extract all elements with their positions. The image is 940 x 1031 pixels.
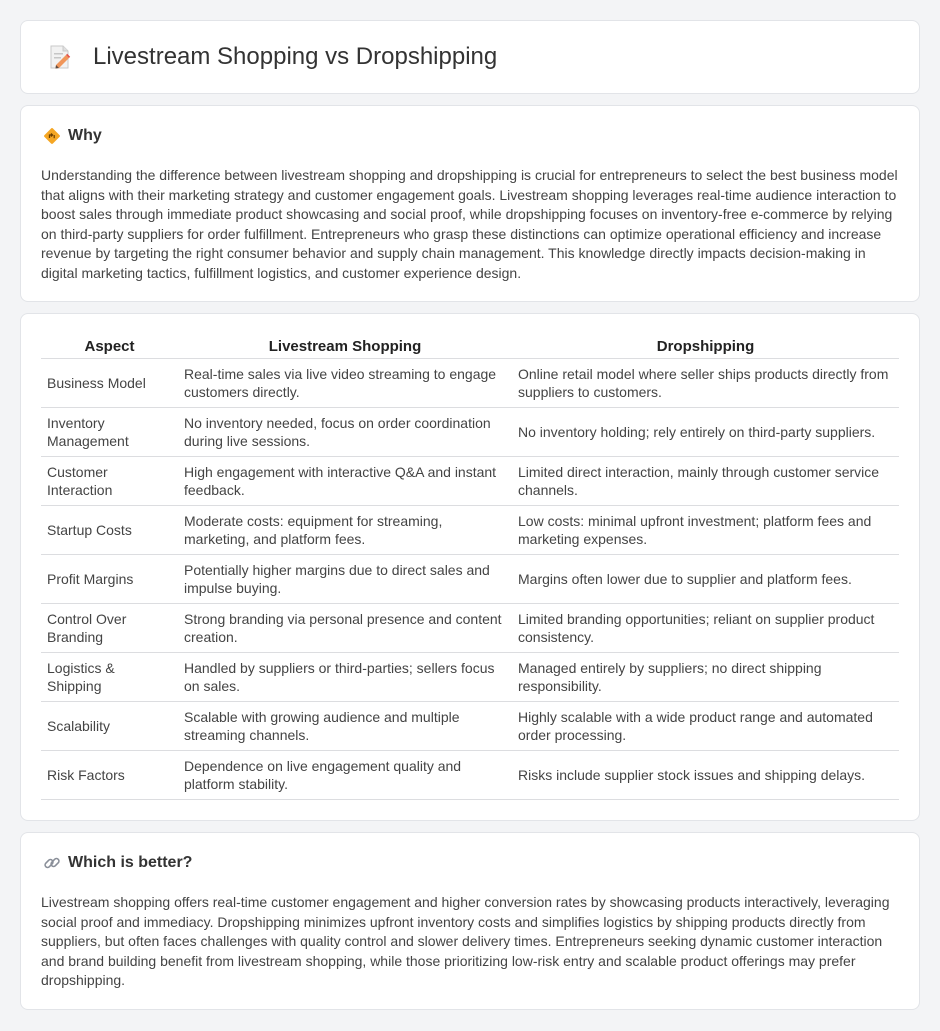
- better-title: Which is better?: [68, 854, 193, 871]
- livestream-cell: Real-time sales via live video streaming to engage customers directly.: [178, 358, 512, 407]
- aspect-cell: Customer Interaction: [41, 456, 178, 505]
- why-title: Why: [68, 127, 102, 144]
- comparison-section: [20, 313, 920, 821]
- why-heading: [43, 127, 102, 145]
- aspect-cell: Business Model: [41, 358, 178, 407]
- comparison-table: [41, 335, 899, 800]
- table-row: [41, 603, 899, 652]
- link-icon: [43, 854, 61, 872]
- better-heading: [43, 854, 192, 872]
- why-section: [20, 105, 920, 302]
- why-text: Understanding the difference between livestream shopping and dropshipping is crucial for entrepreneurs to select the best business model that aligns with their marketing strategy and customer engagement goals. Livestream shopping leverages real-time audience interaction to boost sales through immediate product showcasing and social proof, while dropshipping focuses on inventory-free e-commerce by relying on third-party suppliers for order fulfillment. Entrepreneurs who grasp these distinctions can optimize operational efficiency and increase revenue by targeting the right consumer behavior and supply chain management. This knowledge directly impacts decision-making in digital marketing tactics, fulfillment logistics, and customer experience design.: [41, 167, 898, 281]
- dropshipping-cell: Highly scalable with a wide product range and automated order processing.: [512, 701, 899, 750]
- header-livestream: Livestream Shopping: [178, 335, 512, 358]
- aspect-cell: Inventory Management: [41, 407, 178, 456]
- aspect-cell: Logistics & Shipping: [41, 652, 178, 701]
- aspect-cell: Scalability: [41, 701, 178, 750]
- livestream-cell: No inventory needed, focus on order coordination during live sessions.: [178, 407, 512, 456]
- page-title: Livestream Shopping vs Dropshipping: [93, 43, 498, 70]
- dropshipping-cell: Margins often lower due to supplier and platform fees.: [512, 554, 899, 603]
- livestream-cell: High engagement with interactive Q&A and instant feedback.: [178, 456, 512, 505]
- table-row: [41, 358, 899, 407]
- aspect-cell: Control Over Branding: [41, 603, 178, 652]
- livestream-cell: Scalable with growing audience and multiple streaming channels.: [178, 701, 512, 750]
- livestream-cell: Handled by suppliers or third-parties; sellers focus on sales.: [178, 652, 512, 701]
- dropshipping-cell: Online retail model where seller ships products directly from suppliers to customers.: [512, 358, 899, 407]
- dropshipping-cell: Managed entirely by suppliers; no direct shipping responsibility.: [512, 652, 899, 701]
- table-row: [41, 505, 899, 554]
- header-dropshipping: Dropshipping: [512, 335, 899, 358]
- table-header-row: [41, 335, 899, 358]
- aspect-cell: Profit Margins: [41, 554, 178, 603]
- header-card: [20, 20, 920, 94]
- table-row: [41, 701, 899, 750]
- table-row: [41, 750, 899, 799]
- better-text: Livestream shopping offers real-time customer engagement and higher conversion rates by showcasing products interactively, leveraging social proof and immediacy. Dropshipping minimizes upfront inventory costs and simplifies logistics by shipping products directly from suppliers, but often faces challenges with quality control and slower delivery times. Entrepreneurs seeking dynamic customer interaction and brand building benefit from livestream shopping, while those prioritizing low-risk entry and scalable product offerings may prefer dropshipping.: [41, 894, 890, 989]
- table-row: [41, 554, 899, 603]
- aspect-cell: Risk Factors: [41, 750, 178, 799]
- table-row: [41, 652, 899, 701]
- dropshipping-cell: Risks include supplier stock issues and shipping delays.: [512, 750, 899, 799]
- title-row: [47, 43, 497, 71]
- table-row: [41, 407, 899, 456]
- diamond-sign-icon: [43, 127, 61, 145]
- dropshipping-cell: Limited branding opportunities; reliant on supplier product consistency.: [512, 603, 899, 652]
- document-pencil-icon: [47, 44, 73, 70]
- which-better-section: [20, 832, 920, 1010]
- livestream-cell: Strong branding via personal presence and content creation.: [178, 603, 512, 652]
- livestream-cell: Moderate costs: equipment for streaming, marketing, and platform fees.: [178, 505, 512, 554]
- livestream-cell: Dependence on live engagement quality and platform stability.: [178, 750, 512, 799]
- livestream-cell: Potentially higher margins due to direct sales and impulse buying.: [178, 554, 512, 603]
- dropshipping-cell: Limited direct interaction, mainly through customer service channels.: [512, 456, 899, 505]
- dropshipping-cell: Low costs: minimal upfront investment; platform fees and marketing expenses.: [512, 505, 899, 554]
- dropshipping-cell: No inventory holding; rely entirely on third-party suppliers.: [512, 407, 899, 456]
- aspect-cell: Startup Costs: [41, 505, 178, 554]
- header-aspect: Aspect: [41, 335, 178, 358]
- table-row: [41, 456, 899, 505]
